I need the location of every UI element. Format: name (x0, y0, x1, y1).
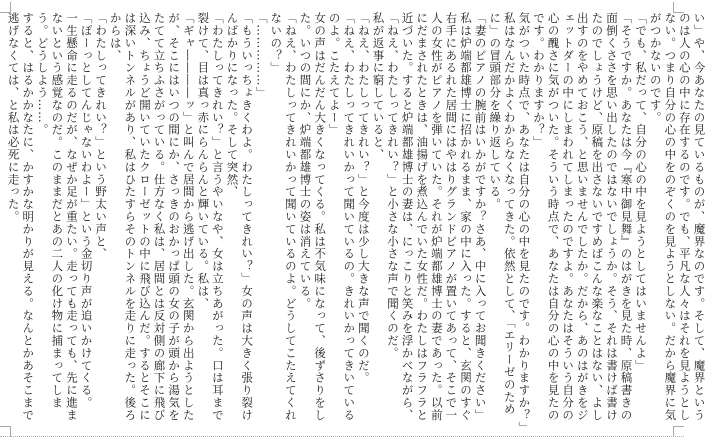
vertical-body-text (6, 12, 707, 434)
paragraph: 「そうですか。あなたは今『寒中御見舞』のはがきを見た時、原稿書きの面倒くささを思い出したのではないでしょうか。そう、それは書けば書けたのでしょうけど、原稿を出さないですめばこんな楽なことはない、よし出すのをやめておこう、と思いませんでしたか。だから、あのはがきをジェットダーの中にしまわれてしまったのですよ。あなたはそういう自分の心の醜さに気がついた。そういう時点で、あなたは自分の心の中を見たのです。わかりますか？」 (531, 12, 634, 422)
paragraph: 「ねえ、わたしってきれいかって聞いているの。きれいかってきいているのよ。こたえてよー」 (327, 12, 357, 422)
paragraph: 私が返事に窮していると、 (371, 12, 386, 161)
paragraph: 「ギャ――――ッ」と叫んで居間から逃げ出した。玄関から出ようとしたが、そこにはいつの間にか、さっきのおかっぱ頭の女の子が頭から湯気をたてて立ちふさがっている。仕方なく私は、居間とは反対側の廊下に飛び込み、ちょうど開いていたクローゼットの中に飛び込んだ。するとそこには深いトンネルがあり、私はひたすらそのトンネルを走りに走った。後ろからは、 (108, 12, 196, 422)
paragraph: 「わたしってきれい？」と言うやいなや、女は立ちあがった。口は耳まで裂けて、目は真っ赤にらんらんと輝いている。私は、 (196, 12, 225, 422)
paragraph: 「ねえ、わたしってきれいかって聞いているのよ。どうしてこたえてくれないの？」 (269, 12, 298, 422)
paragraph: すると、はるかかなたに、かすかな明かりが見える。なんとかあそこまで逃げなくては、と私は必死に走った。 (6, 12, 36, 422)
paragraph: 「妻のピアノの腕前はいかがですか？さあ、中に入ってお聞きください」 (473, 12, 488, 422)
paragraph: 「……………」 (254, 12, 269, 99)
paragraph: 「わたしってきれい？」という野太い声と、 (94, 12, 109, 260)
paragraph: 気がついた時点で、あなたは自分の心の中を見たのです。わかりますか？」 (517, 12, 532, 434)
paragraph: 私はなんだかよくわからなくなってきた。依然として、「エリーゼのために」の冒頭部分を繰り返している。 (488, 12, 517, 416)
paragraph: 「ぽーっとしてんじゃないわよー」という金切り声が追いかけてくる。 (79, 12, 94, 409)
paragraph: 「ねえ、わたしってきれい？」と小さな小さな声で聞くのだ。 (386, 12, 401, 360)
page-bottom-border (0, 436, 684, 437)
paragraph: 「でも、私だって、自分の心の中を見ようとしてはいませんよ」 (634, 12, 649, 372)
paragraph: 「ねえ、わたしってきれい？」と今度は少し大きな声で聞くのだ。 (356, 12, 371, 384)
paragraph: 女の声はだんだん大きくなってくる。私は不気味になって、後ずさりをした。いつの間にか、炉端都雄博士の姿は消えている。 (298, 12, 328, 422)
paragraph: 私は炉端都雄博士に招かれるまま、家の中に入った。すると、玄関のすぐ右手にあるれた居間にはやはりグランドピアノが置いてあって、そこで一人の女性がピアノを弾いていた。それが炉端都雄博士の妻であった。以前にだまされたときは、油揚げを煮込んでいた女性だ。わたしはフラフラと近づいた。すると炉端都雄博士の妻は、にっこりと笑みを浮かべながら、 (400, 12, 473, 422)
text-area (6, 12, 707, 434)
paragraph: い」や、今あなたの見ているものが、魔界なのです。そして、魔界というのは人の心の中に存在するのです。でも、平凡な人々はそれを見ようとしない。つまり自分の心の中をのぞくのを見ようとしない。だから魔界に気がつかないのです。 (648, 12, 707, 422)
paragraph: 「もういっちょきくわよ。わたしってきれい？」女の声は大きく張り裂けんばかりになった。そして突然、 (225, 12, 255, 422)
paragraph: 一生懸命に走るのだが、なぜか足が重たい。走っても走っても、先に進まないという感覚なのだ。このままだとあの二人の化け物に捕まってしまう。どうしよう……。 (35, 12, 79, 422)
